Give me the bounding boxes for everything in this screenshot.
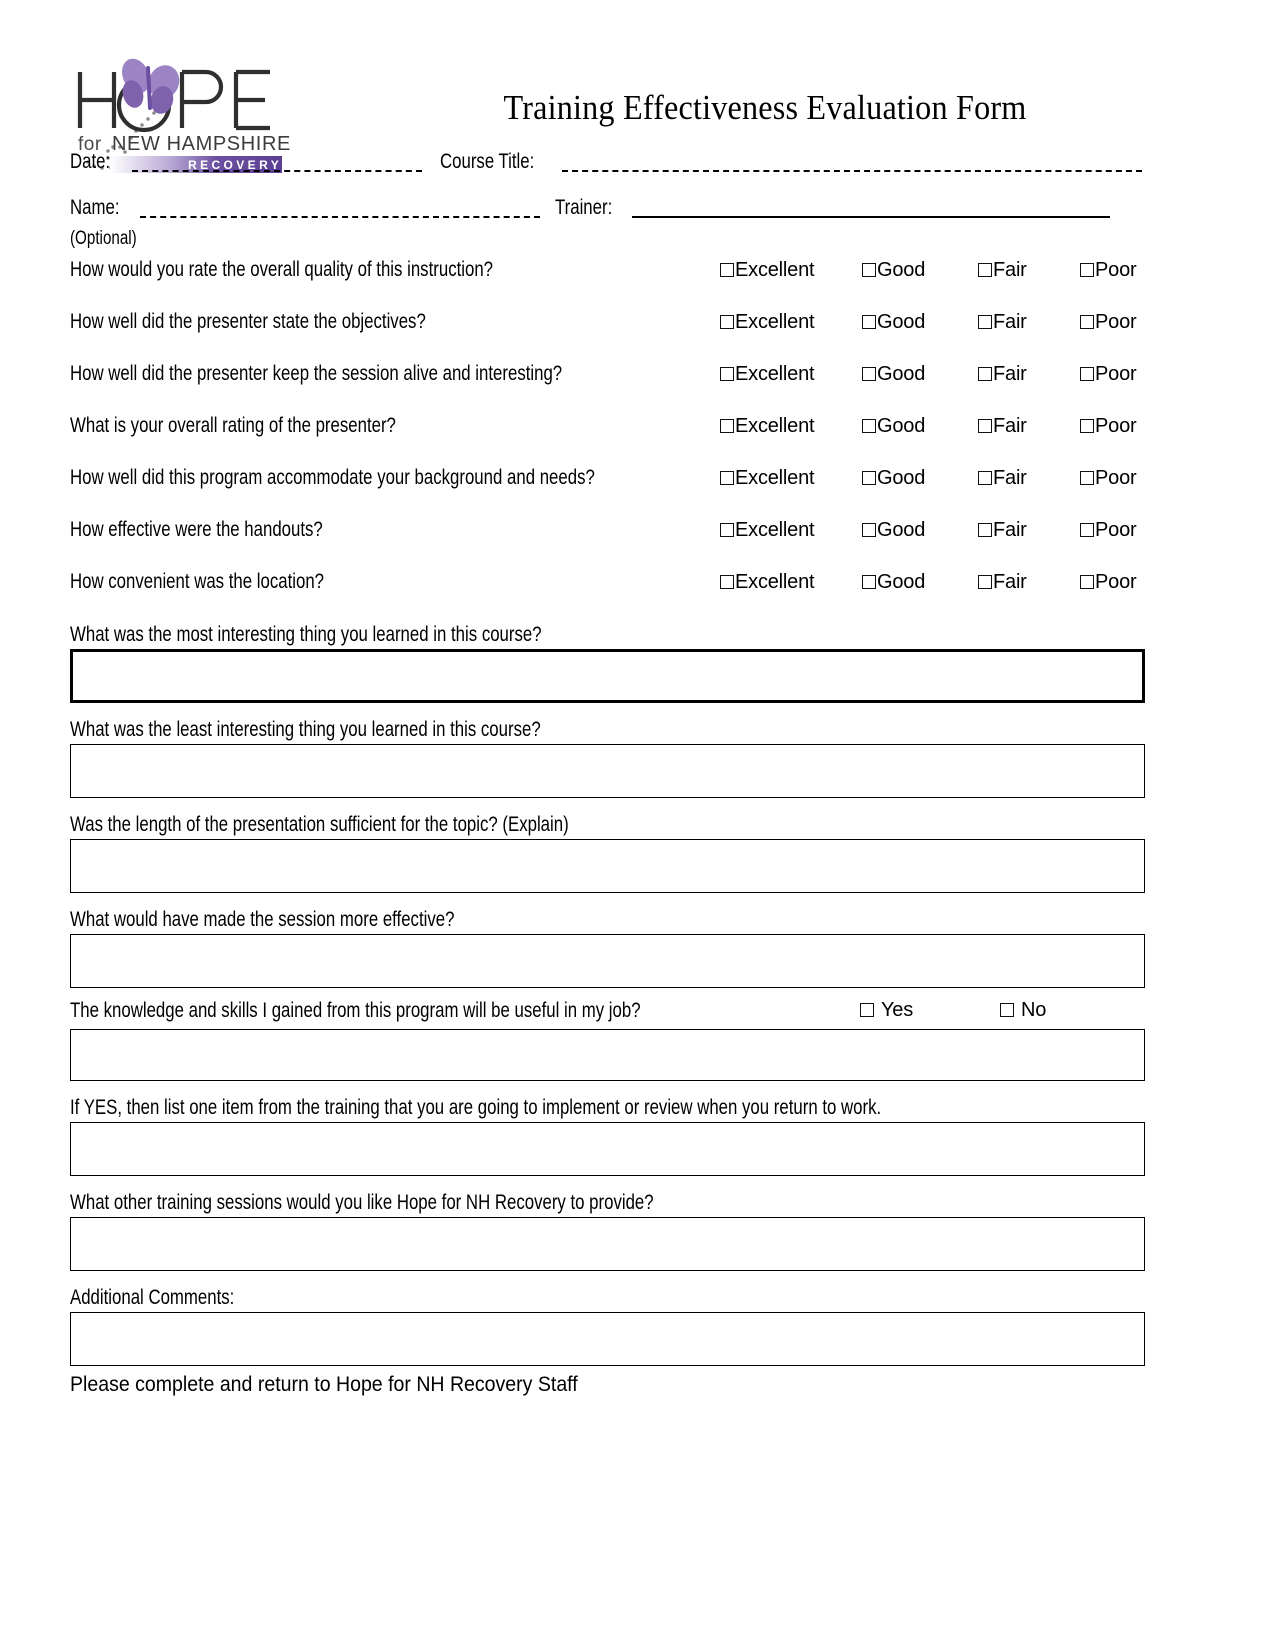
rating-option-label: Good xyxy=(877,571,926,593)
open-question-block xyxy=(70,812,1145,893)
rating-option-poor[interactable] xyxy=(1080,518,1136,542)
no-option[interactable] xyxy=(1000,998,1046,1023)
checkbox-icon[interactable] xyxy=(862,263,876,277)
tail-question-block xyxy=(70,1285,1145,1366)
rating-option-label: Good xyxy=(877,259,926,281)
rating-question-label: How well did this program accommodate your background and needs? xyxy=(70,466,595,489)
checkbox-icon[interactable] xyxy=(978,367,992,381)
rating-option-label: Excellent xyxy=(735,519,815,541)
rating-option-fair[interactable] xyxy=(978,310,1027,334)
date-label: Date: xyxy=(70,150,111,173)
rating-row xyxy=(70,564,1145,616)
svg-text:for: for xyxy=(78,134,102,155)
open-questions-group xyxy=(70,622,1145,988)
rating-option-label: Fair xyxy=(993,311,1027,333)
checkbox-icon[interactable] xyxy=(1080,471,1094,485)
open-question-block xyxy=(70,907,1145,988)
checkbox-icon[interactable] xyxy=(720,471,734,485)
trainer-input[interactable] xyxy=(632,216,1110,218)
checkbox-icon[interactable] xyxy=(978,575,992,589)
tail-question-label: What other training sessions would you like Hope for NH Recovery to provide? xyxy=(70,1191,654,1214)
rating-option-label: Poor xyxy=(1095,467,1137,489)
checkbox-icon[interactable] xyxy=(720,523,734,537)
rating-option-label: Fair xyxy=(993,519,1027,541)
rating-questions-group xyxy=(70,252,1145,616)
rating-option-fair[interactable] xyxy=(978,362,1027,386)
spacer xyxy=(70,988,1145,998)
rating-question-label: How well did the presenter keep the session alive and interesting? xyxy=(70,362,563,385)
rating-option-label: Good xyxy=(877,363,926,385)
rating-option-good[interactable] xyxy=(862,414,925,438)
rating-option-label: Good xyxy=(877,519,926,541)
open-question-answer-box[interactable] xyxy=(70,744,1145,798)
checkbox-icon[interactable] xyxy=(862,523,876,537)
rating-option-label: Fair xyxy=(993,467,1027,489)
rating-option-good[interactable] xyxy=(862,466,925,490)
rating-option-excellent[interactable] xyxy=(720,466,814,490)
yesno-question-label: The knowledge and skills I gained from this program will be useful in my job? xyxy=(70,999,641,1022)
rating-question-label: What is your overall rating of the presenter? xyxy=(70,414,396,437)
rating-option-fair[interactable] xyxy=(978,518,1027,542)
checkbox-icon[interactable] xyxy=(978,315,992,329)
rating-row xyxy=(70,408,1145,460)
open-question-block xyxy=(70,622,1145,703)
checkbox-icon[interactable] xyxy=(720,263,734,277)
form-sheet xyxy=(70,0,1145,1397)
checkbox-icon[interactable] xyxy=(862,315,876,329)
rating-option-excellent[interactable] xyxy=(720,362,814,386)
date-input[interactable] xyxy=(132,170,422,172)
rating-option-poor[interactable] xyxy=(1080,466,1136,490)
rating-option-good[interactable] xyxy=(862,518,925,542)
checkbox-icon[interactable] xyxy=(978,263,992,277)
rating-row xyxy=(70,304,1145,356)
open-question-answer-box[interactable] xyxy=(70,839,1145,893)
yes-label: Yes xyxy=(881,999,914,1021)
checkbox-icon[interactable] xyxy=(1080,367,1094,381)
tail-questions-group xyxy=(70,1095,1145,1366)
rating-option-excellent[interactable] xyxy=(720,518,814,542)
page-title: Training Effectiveness Evaluation Form xyxy=(503,88,1027,127)
course-title-label: Course Title: xyxy=(440,150,535,173)
optional-note-row xyxy=(70,228,1145,252)
tail-question-answer-box[interactable] xyxy=(70,1122,1145,1176)
rating-option-fair[interactable] xyxy=(978,570,1027,594)
rating-option-label: Poor xyxy=(1095,259,1137,281)
name-trainer-row xyxy=(70,196,1145,228)
rating-option-excellent[interactable] xyxy=(720,258,814,282)
checkbox-icon[interactable] xyxy=(720,367,734,381)
rating-question-label: How effective were the handouts? xyxy=(70,518,323,541)
rating-option-label: Poor xyxy=(1095,363,1137,385)
rating-option-good[interactable] xyxy=(862,310,925,334)
rating-row xyxy=(70,356,1145,408)
rating-option-label: Excellent xyxy=(735,363,815,385)
open-question-block xyxy=(70,717,1145,798)
yesno-answer-box[interactable] xyxy=(70,1029,1145,1081)
rating-option-label: Excellent xyxy=(735,311,815,333)
rating-option-label: Poor xyxy=(1095,519,1137,541)
rating-option-label: Fair xyxy=(993,259,1027,281)
tail-question-label: If YES, then list one item from the training that you are going to implement or review when you return to work. xyxy=(70,1096,882,1119)
rating-option-fair[interactable] xyxy=(978,258,1027,282)
yes-option[interactable] xyxy=(860,998,913,1023)
rating-row xyxy=(70,252,1145,304)
rating-question-label: How convenient was the location? xyxy=(70,570,325,593)
tail-question-block xyxy=(70,1190,1145,1271)
checkbox-icon[interactable] xyxy=(1080,315,1094,329)
svg-text:RECOVERY: RECOVERY xyxy=(188,158,283,172)
rating-option-label: Good xyxy=(877,311,926,333)
checkbox-icon[interactable] xyxy=(720,315,734,329)
checkbox-icon[interactable] xyxy=(1080,575,1094,589)
rating-option-excellent[interactable] xyxy=(720,570,814,594)
no-label: No xyxy=(1021,999,1047,1021)
rating-option-fair[interactable] xyxy=(978,466,1027,490)
checkbox-icon[interactable] xyxy=(1080,419,1094,433)
date-course-row xyxy=(70,150,1145,196)
rating-option-good[interactable] xyxy=(862,570,925,594)
open-question-label: What would have made the session more effective? xyxy=(70,908,455,931)
rating-option-poor[interactable] xyxy=(1080,414,1136,438)
rating-option-label: Excellent xyxy=(735,415,815,437)
svg-text:NEW HAMPSHIRE: NEW HAMPSHIRE xyxy=(112,133,291,155)
rating-option-label: Poor xyxy=(1095,415,1137,437)
rating-option-label: Excellent xyxy=(735,259,815,281)
yesno-question-row xyxy=(70,998,1145,1025)
checkbox-icon[interactable] xyxy=(862,367,876,381)
rating-option-good[interactable] xyxy=(862,258,925,282)
checkbox-icon[interactable] xyxy=(978,419,992,433)
checkbox-icon[interactable] xyxy=(1080,523,1094,537)
checkbox-icon[interactable] xyxy=(978,523,992,537)
rating-option-excellent[interactable] xyxy=(720,310,814,334)
tail-question-answer-box[interactable] xyxy=(70,1312,1145,1366)
rating-option-poor[interactable] xyxy=(1080,362,1136,386)
rating-option-label: Fair xyxy=(993,571,1027,593)
checkbox-icon[interactable] xyxy=(720,419,734,433)
checkbox-icon[interactable] xyxy=(862,575,876,589)
rating-option-poor[interactable] xyxy=(1080,570,1136,594)
rating-question-label: How would you rate the overall quality of this instruction? xyxy=(70,258,494,281)
checkbox-icon[interactable] xyxy=(1080,263,1094,277)
rating-option-label: Poor xyxy=(1095,311,1137,333)
rating-option-label: Excellent xyxy=(735,467,815,489)
rating-question-label: How well did the presenter state the objectives? xyxy=(70,310,426,333)
trainer-label: Trainer: xyxy=(555,196,613,219)
tail-question-block xyxy=(70,1095,1145,1176)
rating-row xyxy=(70,512,1145,564)
open-question-answer-box[interactable] xyxy=(70,649,1145,703)
rating-option-label: Poor xyxy=(1095,571,1137,593)
name-input[interactable] xyxy=(140,216,540,218)
open-question-label: What was the least interesting thing you learned in this course? xyxy=(70,718,541,741)
checkbox-icon[interactable] xyxy=(862,419,876,433)
tail-question-answer-box[interactable] xyxy=(70,1217,1145,1271)
open-question-label: What was the most interesting thing you learned in this course? xyxy=(70,623,542,646)
rating-option-excellent[interactable] xyxy=(720,414,814,438)
tail-question-label: Additional Comments: xyxy=(70,1286,235,1309)
rating-option-label: Fair xyxy=(993,415,1027,437)
rating-option-label: Fair xyxy=(993,363,1027,385)
rating-option-fair[interactable] xyxy=(978,414,1027,438)
rating-row xyxy=(70,460,1145,512)
rating-option-poor[interactable] xyxy=(1080,258,1136,282)
optional-note: (Optional) xyxy=(70,228,137,249)
rating-option-label: Excellent xyxy=(735,571,815,593)
checkbox-icon[interactable] xyxy=(720,575,734,589)
checkbox-icon[interactable] xyxy=(860,1003,874,1017)
checkbox-icon[interactable] xyxy=(862,471,876,485)
checkbox-icon[interactable] xyxy=(978,471,992,485)
rating-option-label: Good xyxy=(877,415,926,437)
rating-option-label: Good xyxy=(877,467,926,489)
rating-option-good[interactable] xyxy=(862,362,925,386)
footer-note: Please complete and return to Hope for NH Recovery Staff xyxy=(70,1373,578,1396)
name-label: Name: xyxy=(70,196,120,219)
open-question-answer-box[interactable] xyxy=(70,934,1145,988)
course-title-input[interactable] xyxy=(562,170,1142,172)
checkbox-icon[interactable] xyxy=(1000,1003,1014,1017)
rating-option-poor[interactable] xyxy=(1080,310,1136,334)
open-question-label: Was the length of the presentation sufficient for the topic? (Explain) xyxy=(70,813,569,836)
